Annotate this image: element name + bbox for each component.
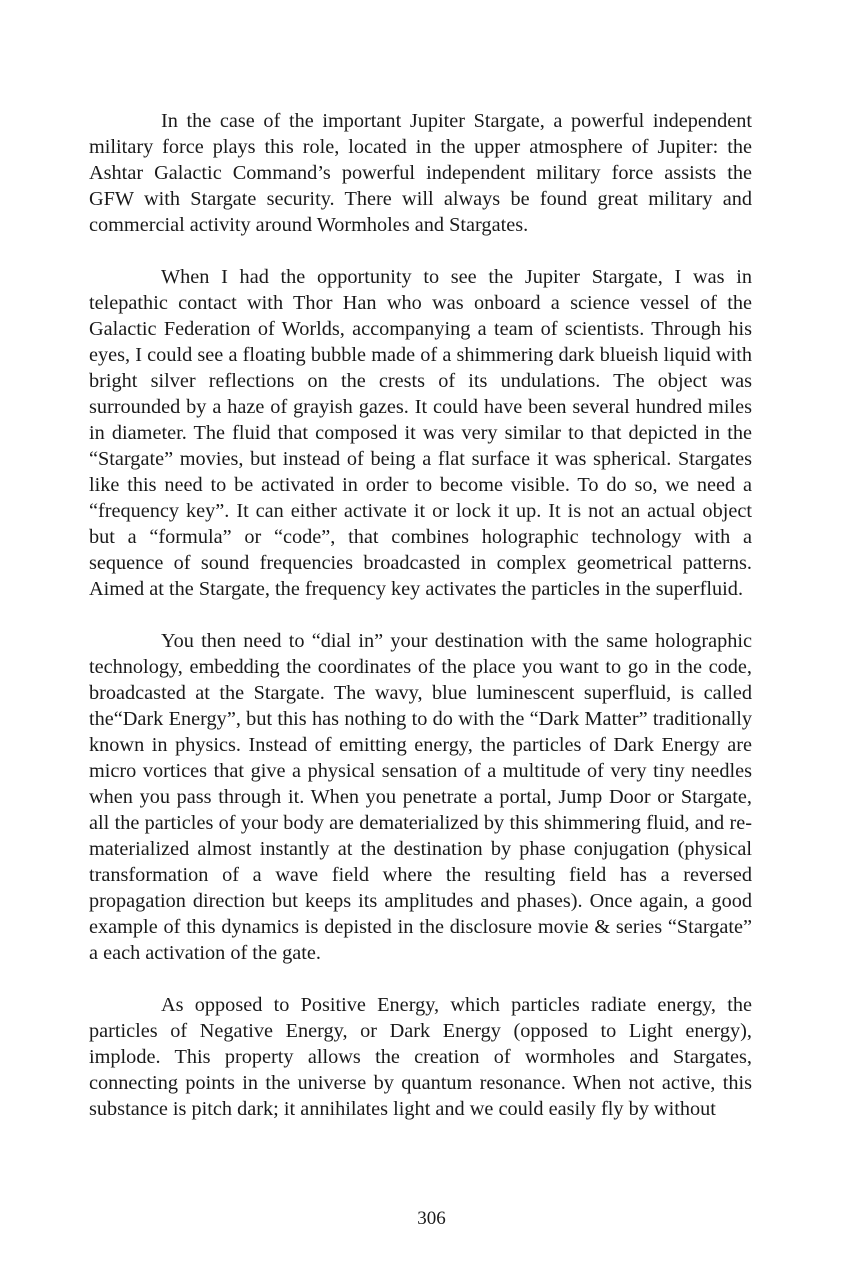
page-number: 306 [417,1208,446,1229]
paragraph-1: In the case of the important Jupiter Stargate, a powerful independent military force plays this role, located in the upper atmosphere of Jupiter: the Ashtar Galactic Command’s powerful independent military force assists the GFW with Stargate security. There will always be found great military and commercial activity around Wormholes and Stargates. [89,110,752,236]
paragraph-3: You then need to “dial in” your destination with the same holographic technology, embedding the coordinates of the place you want to go in the code, broadcasted at the Stargate. The wavy, blue luminescent superfluid, is called the“Dark Energy”, but this has nothing to do with the “Dark Matter” traditionally known in physics. Instead of emitting energy, the particles of Dark Energy are micro vortices that give a physical sensation of a multitude of very tiny needles when you pass through it. When you penetrate a portal, Jump Door or Stargate, all the particles of your body are dematerialized by this shimmering fluid, and re-materialized almost instantly at the destination by phase conjugation (physical transformation of a wave field where the resulting field has a reversed propagation direction but keeps its amplitudes and phases). Once again, a good example of this dynamics is depisted in the disclosure movie & series “Stargate” a each activation of the gate. [89,630,752,964]
paragraph-4: As opposed to Positive Energy, which particles radiate energy, the particles of Negative Energy, or Dark Energy (opposed to Light energy), implode. This property allows the creation of wormholes and Stargates, connecting points in the universe by quantum resonance. When not active, this substance is pitch dark; it annihilates light and we could easily fly by without [89,994,752,1120]
paragraph-2: When I had the opportunity to see the Jupiter Stargate, I was in telepathic contact with Thor Han who was onboard a science vessel of the Galactic Federation of Worlds, accompanying a team of scientists. Through his eyes, I could see a floating bubble made of a shimmering dark blueish liquid with bright silver reflections on the crests of its undulations. The object was surrounded by a haze of grayish gazes. It could have been several hundred miles in diameter. The fluid that composed it was very similar to that depicted in the “Stargate” movies, but instead of being a flat surface it was spherical. Stargates like this need to be activated in order to become visible. To do so, we need a “frequency key”. It can either activate it or lock it up. It is not an actual object but a “formula” or “code”, that combines holographic technology with a sequence of sound frequencies broadcasted in complex geometrical patterns. Aimed at the Stargate, the frequency key activates the particles in the superfluid. [89,266,752,600]
page-body [89,108,752,1122]
